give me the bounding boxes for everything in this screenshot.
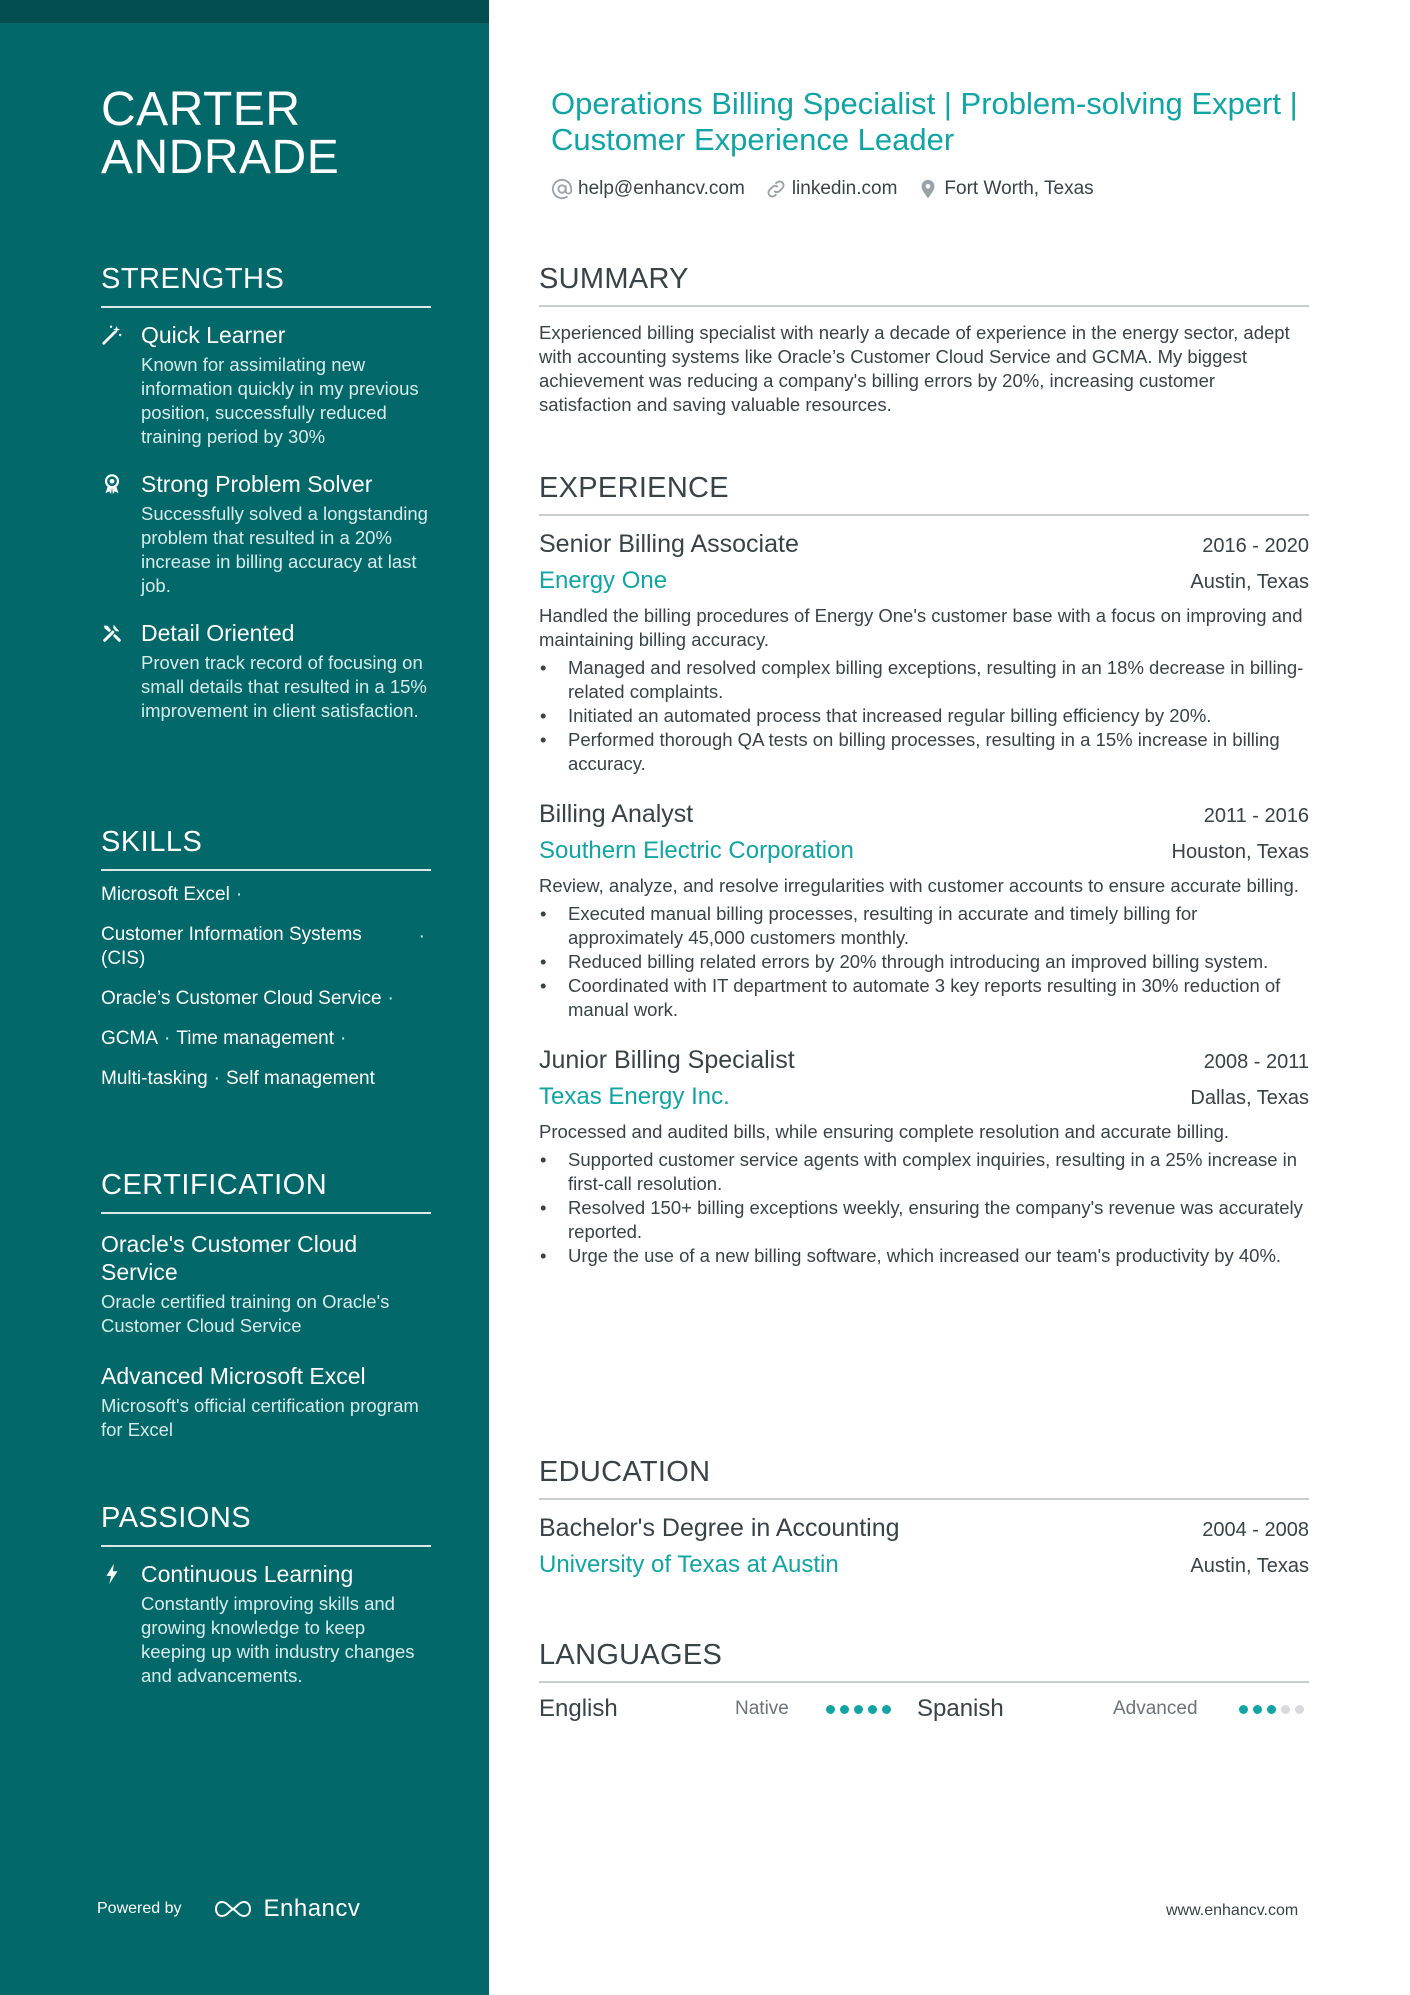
languages-section — [539, 1638, 1309, 1723]
education-section — [539, 1455, 1309, 1580]
skill-item: Time management — [176, 1028, 335, 1049]
education-location: Austin, Texas — [1190, 1555, 1309, 1577]
summary-text: Experienced billing specialist with nearly a decade of experience in the energy sector, adept with accounting systems like Oracle’s Customer Cloud Service and GCMA. My biggest achievement was reducing a company's billing errors by 20%, increasing customer satisfaction and saving valuable resources. — [539, 322, 1290, 415]
headline: Operations Billing Specialist | Problem-solving Expert | Customer Experience Leader — [551, 86, 1298, 157]
job-bullet: • Urge the use of a new billing software, which increased our team's productivity by 40%. — [539, 1244, 1309, 1268]
language-item — [917, 1695, 1309, 1723]
degree: Bachelor's Degree in Accounting — [539, 1514, 900, 1542]
rating-dot-filled — [1267, 1705, 1276, 1714]
passion-title: Continuous Learning — [141, 1561, 354, 1587]
skill-row: Multi-tasking · Self management — [101, 1068, 375, 1089]
strength-description: Successfully solved a longstanding problem that resulted in a 20% increase in billing accuracy at last job. — [141, 503, 428, 596]
education-entry — [539, 1512, 1309, 1580]
rating-dot-empty — [1281, 1705, 1290, 1714]
strength-item — [101, 469, 431, 598]
rating-dot-filled — [840, 1705, 849, 1714]
location-pin-icon — [917, 178, 939, 200]
candidate-name — [101, 83, 441, 184]
link-icon — [765, 178, 787, 200]
skill-item: Customer Information Systems (CIS) — [101, 924, 362, 969]
contact-email-text: help@enhancv.com — [578, 178, 745, 199]
strength-title: Detail Oriented — [141, 620, 295, 646]
job-location: Austin, Texas — [1190, 571, 1309, 593]
powered-by — [97, 1895, 360, 1923]
contact-location-text: Fort Worth, Texas — [944, 178, 1094, 199]
passion-item — [101, 1559, 431, 1688]
skill-item: GCMA — [101, 1028, 158, 1049]
certification-description: Microsoft's official certification program for Excel — [101, 1395, 419, 1440]
strengths-section — [101, 262, 431, 723]
job-bullet: • Managed and resolved complex billing exceptions, resulting in an 18% decrease in billing-related complaints. — [539, 656, 1309, 704]
language-name: English — [539, 1695, 618, 1722]
job-title: Junior Billing Specialist — [539, 1046, 795, 1074]
language-name: Spanish — [917, 1695, 1004, 1722]
education-title: EDUCATION — [539, 1455, 1309, 1500]
job-description: Review, analyze, and resolve irregularities with customer accounts to ensure accurate billing. — [539, 875, 1299, 896]
job-title: Billing Analyst — [539, 800, 694, 828]
passions-section — [101, 1501, 431, 1688]
strengths-title: STRENGTHS — [101, 262, 431, 308]
certification-description: Oracle certified training on Oracle's Customer Cloud Service — [101, 1291, 390, 1336]
lightning-icon — [101, 1563, 123, 1585]
experience-section — [539, 471, 1309, 1268]
job-bullet: • Supported customer service agents with complex inquiries, resulting in a 25% increase in first-call resolution. — [539, 1148, 1309, 1196]
job-bullet: • Initiated an automated process that increased regular billing efficiency by 20%. — [539, 704, 1309, 728]
certification-item — [101, 1230, 431, 1338]
job-entry — [539, 528, 1309, 776]
rating-dot-filled — [1253, 1705, 1262, 1714]
language-level: Native — [735, 1698, 789, 1719]
strength-description: Known for assimilating new information quickly in my previous position, successfully reduced training period by 30% — [141, 354, 419, 447]
passions-title: PASSIONS — [101, 1501, 431, 1547]
job-entry — [539, 1044, 1309, 1268]
enhancv-brand-name: Enhancv — [263, 1895, 361, 1922]
enhancv-logo[interactable] — [210, 1895, 361, 1923]
job-company: Southern Electric Corporation — [539, 837, 854, 864]
contact-bar — [551, 178, 1114, 200]
job-bullet: • Executed manual billing processes, resulting in accurate and timely billing for approximately 45,000 customers monthly. — [539, 902, 1309, 950]
strength-title: Quick Learner — [141, 322, 286, 348]
education-dates: 2004 - 2008 — [1202, 1519, 1309, 1541]
strength-item — [101, 618, 431, 723]
certification-section — [101, 1168, 431, 1442]
experience-title: EXPERIENCE — [539, 471, 1309, 516]
job-dates: 2016 - 2020 — [1202, 535, 1309, 557]
language-level: Advanced — [1113, 1698, 1198, 1719]
first-name: CARTER — [101, 83, 301, 136]
sidebar-top-band — [0, 0, 489, 23]
contact-email[interactable] — [551, 178, 745, 200]
job-company: Energy One — [539, 567, 668, 594]
summary-section — [539, 262, 1309, 417]
skill-row: Oracle’s Customer Cloud Service · — [101, 988, 394, 1009]
magic-wand-icon — [101, 324, 123, 346]
strength-description: Proven track record of focusing on small details that resulted in a 15% improvement in client satisfaction. — [141, 652, 427, 721]
languages-row — [539, 1695, 1309, 1723]
powered-by-label: Powered by — [97, 1900, 182, 1917]
job-dates: 2008 - 2011 — [1203, 1051, 1309, 1073]
languages-title: LANGUAGES — [539, 1638, 1309, 1683]
certification-title: CERTIFICATION — [101, 1168, 431, 1214]
job-bullets — [539, 1148, 1309, 1268]
strength-title: Strong Problem Solver — [141, 471, 373, 497]
language-item — [539, 1695, 917, 1723]
certification-name: Advanced Microsoft Excel — [101, 1363, 366, 1389]
skill-row: Microsoft Excel · — [101, 884, 243, 905]
job-bullet: • Performed thorough QA tests on billing processes, resulting in a 15% increase in billing accuracy. — [539, 728, 1309, 776]
skill-item: Microsoft Excel — [101, 884, 230, 905]
skill-row: GCMA · Time management · — [101, 1028, 347, 1049]
skill-item: Self management — [225, 1068, 375, 1089]
rating-dot-filled — [1239, 1705, 1248, 1714]
footer-url[interactable]: www.enhancv.com — [1166, 1902, 1299, 1919]
job-bullet: • Reduced billing related errors by 20% through introducing an improved billing system. — [539, 950, 1309, 974]
school: University of Texas at Austin — [539, 1551, 839, 1578]
rating-dot-filled — [868, 1705, 877, 1714]
tools-icon — [101, 622, 123, 644]
skills-list — [101, 883, 431, 1091]
enhancv-logo-icon — [210, 1898, 256, 1920]
skill-item: Oracle’s Customer Cloud Service — [101, 988, 382, 1009]
certification-item — [101, 1362, 431, 1442]
certification-name: Oracle's Customer Cloud Service — [101, 1231, 358, 1285]
job-description: Processed and audited bills, while ensuring complete resolution and accurate billing. — [539, 1121, 1230, 1142]
contact-linkedin-text: linkedin.com — [791, 178, 898, 199]
rating-dot-filled — [882, 1705, 891, 1714]
language-rating — [1239, 1705, 1309, 1714]
skills-title: SKILLS — [101, 825, 431, 871]
job-description: Handled the billing procedures of Energy One's customer base with a focus on improving and maintaining billing accuracy. — [539, 605, 1303, 650]
job-entry — [539, 798, 1309, 1022]
language-rating — [826, 1705, 896, 1714]
job-bullet: • Resolved 150+ billing exceptions weekly, ensuring the company's revenue was accurately reported. — [539, 1196, 1309, 1244]
job-dates: 2011 - 2016 — [1203, 805, 1309, 827]
last-name: ANDRADE — [101, 131, 340, 184]
contact-location — [917, 178, 1093, 200]
rating-dot-empty — [1295, 1705, 1304, 1714]
passion-description: Constantly improving skills and growing knowledge to keep keeping up with industry changes and advancements. — [141, 1593, 415, 1686]
job-company: Texas Energy Inc. — [539, 1083, 730, 1110]
job-location: Dallas, Texas — [1190, 1087, 1309, 1109]
job-bullet: • Coordinated with IT department to automate 3 key reports resulting in 30% reduction of manual work. — [539, 974, 1309, 1022]
rating-dot-filled — [854, 1705, 863, 1714]
rating-dot-filled — [826, 1705, 835, 1714]
job-bullets — [539, 902, 1309, 1022]
skills-section — [101, 825, 431, 1107]
award-ribbon-icon — [101, 473, 123, 495]
skill-row: Customer Information Systems (CIS) · — [101, 924, 425, 969]
job-bullets — [539, 656, 1309, 776]
job-title: Senior Billing Associate — [539, 530, 799, 558]
at-icon — [551, 178, 573, 200]
skill-item: Multi-tasking — [101, 1068, 208, 1089]
strength-item — [101, 320, 431, 449]
contact-linkedin[interactable] — [765, 178, 898, 200]
summary-title: SUMMARY — [539, 262, 1309, 307]
job-location: Houston, Texas — [1171, 841, 1309, 863]
